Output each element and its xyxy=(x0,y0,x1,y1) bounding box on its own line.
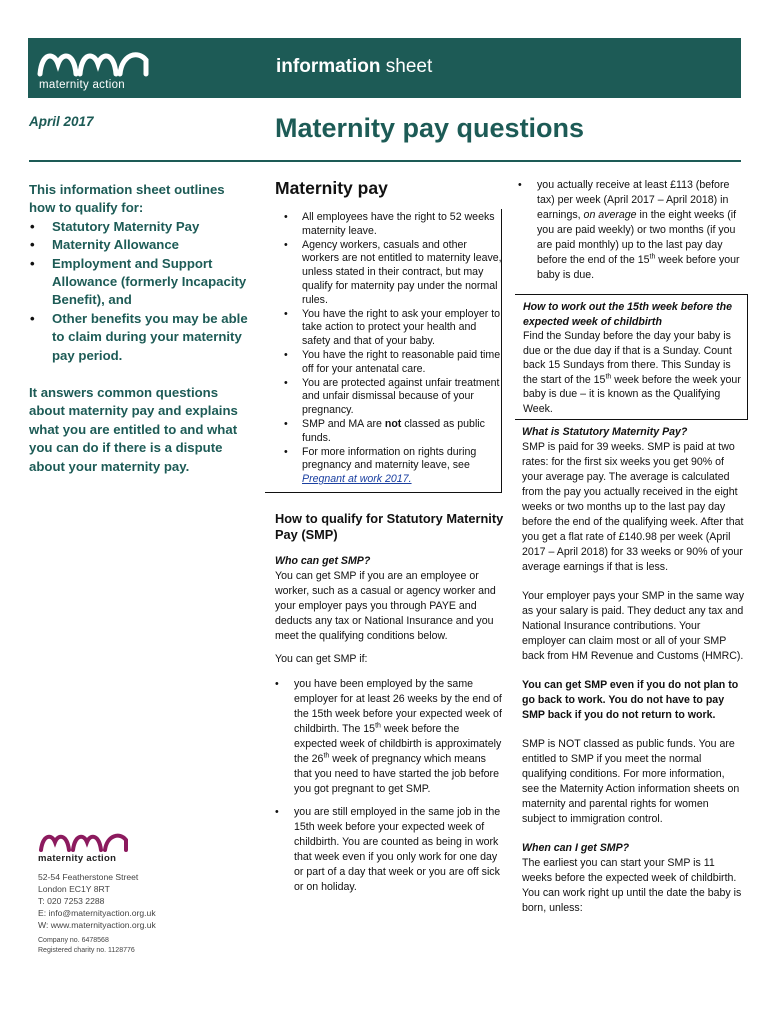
maternity-pay-heading: Maternity pay xyxy=(275,178,388,198)
bold-note: You can get SMP even if you do not plan to go back to work. You do not have to pay SMP back if you do not return to work. xyxy=(522,679,739,721)
intro-list xyxy=(29,218,251,365)
list-item: • You have the right to reasonable paid time off for your antenatal care. xyxy=(275,349,505,377)
who-answer: You can get SMP if you are an employee or worker, such as a casual or agency worker and your employer pays you through PAYE and deducts any tax or National Insurance and you meet the qualifying conditions below. xyxy=(275,570,496,643)
header-banner xyxy=(28,38,741,98)
box-answer: Find the Sunday before the day your baby is due or the due day if that is a Sunday. Count back 15 Sundays from there. This Sunday is the start of the 15th week before the week your baby is due – it is known as the Qualifying Week. xyxy=(523,330,741,415)
box-question: How to work out the 15th week before the expected week of childbirth xyxy=(523,301,732,328)
who-section xyxy=(275,554,505,667)
smp-conditions-list xyxy=(275,677,505,895)
what-question: What is Statutory Maternity Pay? xyxy=(522,426,688,438)
list-item: • you are still employed in the same job in the 15th week before your expected week of childbirth. You are counted as being in work that week even if you only work for one day or part of a day that week or you are off sick or on holiday. xyxy=(275,805,505,895)
right-lower-text xyxy=(522,425,744,916)
intro-lead: This information sheet outlines how to qualify for: xyxy=(29,182,225,216)
logo-text: maternity action xyxy=(39,79,125,91)
maternity-pay-list xyxy=(275,211,505,487)
list-item: • you actually receive at least £113 (before tax) per week (April 2017 – April 2018) in earnings, on average in the eight weeks (if you are paid weekly) or two months (if you are paid monthly) up to the last pay day before the end of the 15th week before your baby is due. xyxy=(518,178,744,283)
information-sheet-label: information sheet xyxy=(276,56,433,77)
earnings-list xyxy=(518,178,744,283)
footer-logo-icon xyxy=(38,829,138,853)
registration-info: Company no. 6478568 Registered charity no. 1128776 xyxy=(38,937,135,954)
list-item: • All employees have the right to 52 weeks maternity leave. xyxy=(275,211,505,239)
divider xyxy=(29,160,741,162)
footer-brand: maternity action xyxy=(38,853,117,864)
when-answer: The earliest you can start your SMP is 11 weeks before the expected week of childbirth. You can work right up until the date the baby is born, unless: xyxy=(522,857,742,914)
page-title: Maternity pay questions xyxy=(275,113,585,143)
intro-panel xyxy=(29,181,251,476)
list-item: • Agency workers, casuals and other workers are not entitled to maternity leave, unless stated in their contract, but may qualify for maternity pay under the normal rules. xyxy=(275,239,505,308)
intro-item: • Other benefits you may be able to claim during your maternity pay period. xyxy=(29,310,251,365)
list-item: • For more information on rights during pregnancy and maternity leave, see Pregnant at work 2017. xyxy=(275,446,505,487)
when-question: When can I get SMP? xyxy=(522,842,630,854)
qualify-heading: How to qualify for Statutory Maternity Pay (SMP) xyxy=(275,510,504,542)
publication-date: April 2017 xyxy=(29,114,94,129)
maternity-action-logo-icon xyxy=(36,46,156,78)
intro-item: • Maternity Allowance xyxy=(29,236,251,254)
intro-summary: It answers common questions about maternity pay and explains what you are entitled to and what you can do if there is a dispute about your maternity pay. xyxy=(29,385,238,474)
list-item: • You are protected against unfair treatment and unfair dismissal because of your pregnancy. xyxy=(275,377,505,418)
intro-item: • Employment and Support Allowance (formerly Incapacity Benefit), and xyxy=(29,255,251,310)
pregnant-at-work-link[interactable]: Pregnant at work 2017. xyxy=(302,473,412,486)
employer-text: Your employer pays your SMP in the same way as your salary is paid. They deduct any tax and National Insurance contributions. Your employer can claim most or all of your SMP back from HM Revenue and Customs (HMRC). xyxy=(522,590,744,662)
qualifying-week-box xyxy=(515,294,748,420)
email-link[interactable]: E: info@maternityaction.org.uk xyxy=(38,908,156,918)
public-funds-text: SMP is NOT classed as public funds. You are entitled to SMP if you meet the normal qualifying conditions. For more information, see the Maternity Action information sheets on maternity and parental rights for women subject to immigration control. xyxy=(522,738,740,825)
list-item: • SMP and MA are not classed as public funds. xyxy=(275,418,505,446)
if-line: You can get SMP if: xyxy=(275,653,368,666)
right-column xyxy=(518,178,744,283)
website-link[interactable]: W: www.maternityaction.org.uk xyxy=(38,920,156,930)
intro-item: • Statutory Maternity Pay xyxy=(29,218,251,236)
list-item: • you have been employed by the same employer for at least 26 weeks by the end of the 15th week before your expected week of childbirth. The 15th week before the expected week of childbirth is approximately the 26th week of pregnancy which means that you need to have started the job before you got pregnant to get SMP. xyxy=(275,677,505,797)
list-item: • You have the right to ask your employer to take action to protect your health and safety and that of your baby. xyxy=(275,308,505,349)
what-answer: SMP is paid for 39 weeks. SMP is paid at two rates: for the first six weeks you get 90% of your average pay. The average is calculated from the pay you actually received in the eight weeks or two months up to the last pay day before the end of the qualifying week. After that you get a flat rate of £140.98 per week (April 2017 – April 2018) for 33 weeks or 90% of your average earnings if that is less. xyxy=(522,441,744,573)
middle-column xyxy=(275,178,505,895)
footer-address: 52-54 Featherstone Street London EC1Y 8RT T: 020 7253 2288 E: info@maternityaction.org.uk W: www.maternityaction.org.uk xyxy=(38,872,156,930)
who-question: Who can get SMP? xyxy=(275,555,371,568)
